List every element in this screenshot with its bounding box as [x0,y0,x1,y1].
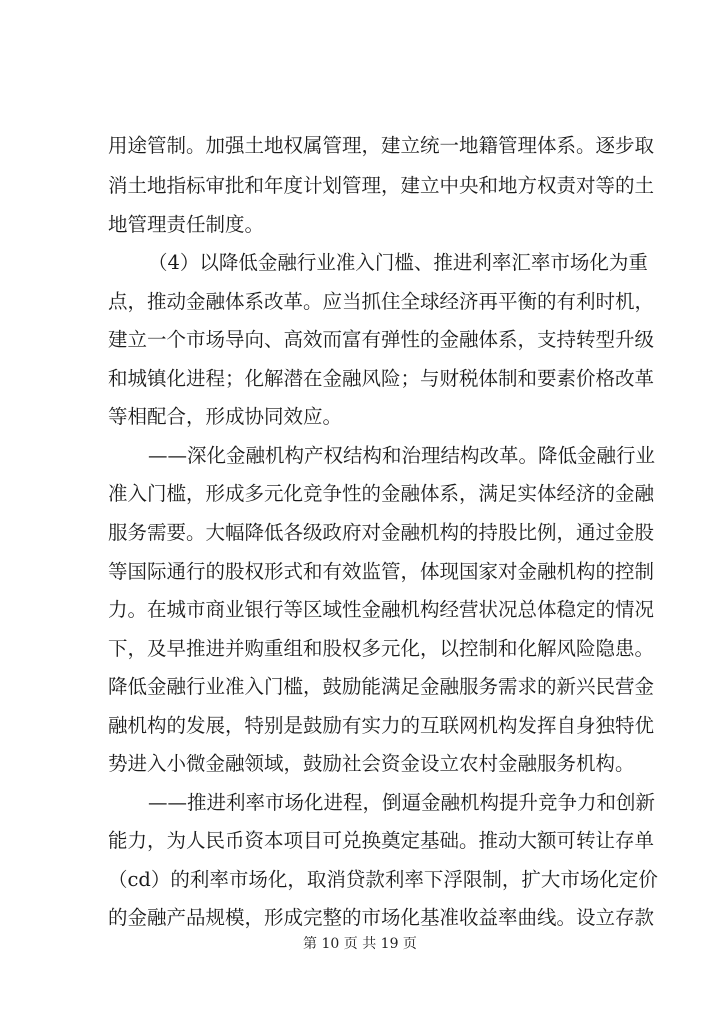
text-line-17: 势进入小微金融领域，鼓励社会资金设立农村金融服务机构。 [108,752,635,775]
text-line-9: ——深化金融机构产权结构和治理结构改革。降低金融行业 [148,444,656,467]
text-line-10: 准入门槛，形成多元化竞争性的金融体系，满足实体经济的金融 [108,482,655,505]
text-line-19: 能力，为人民币资本项目可兑换奠定基础。推动大额可转让存单 [108,829,655,852]
text-line-16: 融机构的发展，特别是鼓励有实力的互联网机构发挥自身独特优 [108,714,655,737]
text-line-11: 服务需要。大幅降低各级政府对金融机构的持股比例，通过金股 [108,521,655,544]
text-line-12: 等国际通行的股权形式和有效监管，体现国家对金融机构的控制 [108,560,655,583]
text-line-7: 和城镇化进程；化解潜在金融风险；与财税体制和要素价格改革 [108,367,655,390]
text-line-3: 地管理责任制度。 [108,213,265,236]
text-line-4: （4）以降低金融行业准入门槛、推进利率汇率市场化为重 [148,251,648,274]
text-line-15: 降低金融行业准入门槛，鼓励能满足金融服务需求的新兴民营金 [108,675,655,698]
text-line-2: 消土地指标审批和年度计划管理，建立中央和地方权责对等的土 [108,174,655,197]
text-line-8: 等相配合，形成协同效应。 [108,405,343,428]
text-line-6: 建立一个市场导向、高效而富有弹性的金融体系，支持转型升级 [108,328,655,351]
text-line-18: ——推进利率市场化进程，倒逼金融机构提升竞争力和创新 [148,791,656,814]
text-line-1: 用途管制。加强土地权属管理，建立统一地籍管理体系。逐步取 [108,134,655,157]
text-line-14: 下，及早推进并购重组和股权多元化，以控制和化解风险隐患。 [108,637,655,660]
text-line-20: （cd）的利率市场化，取消贷款利率下浮限制，扩大市场化定价 [108,868,658,891]
text-line-5: 点，推动金融体系改革。应当抓住全球经济再平衡的有利时机， [108,290,655,313]
page-number-footer: 第 10 页 共 19 页 [303,936,417,952]
text-line-21: 的金融产品规模，形成完整的市场化基准收益率曲线。设立存款 [108,906,655,929]
text-line-13: 力。在城市商业银行等区域性金融机构经营状况总体稳定的情况 [108,598,655,621]
